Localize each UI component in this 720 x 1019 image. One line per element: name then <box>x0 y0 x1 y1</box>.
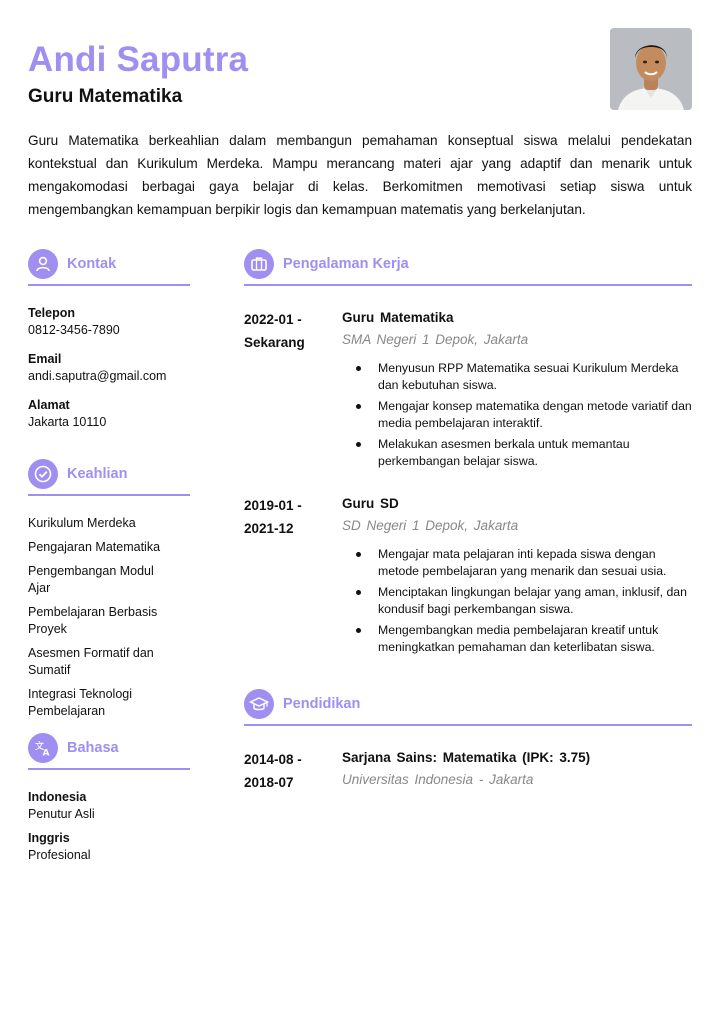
translate-icon <box>28 733 58 763</box>
section-divider <box>244 724 692 726</box>
section-experience-header <box>244 249 692 283</box>
skill-item: Pengajaran Matematika <box>28 540 161 554</box>
language-name: Inggris <box>28 831 70 845</box>
graduation-cap-icon <box>244 689 274 719</box>
language-item <box>28 830 190 864</box>
briefcase-icon <box>244 249 274 279</box>
language-level: Profesional <box>28 848 91 862</box>
experience-date: 2019-01 - 2021-12 <box>244 498 302 536</box>
contact-label: Alamat <box>28 398 70 412</box>
experience-role: Guru SD <box>342 496 399 511</box>
experience-date: 2022-01 - Sekarang <box>244 312 305 350</box>
section-experience-title: Pengalaman Kerja <box>283 256 409 272</box>
portrait-illustration <box>610 28 692 110</box>
section-skills-header <box>28 459 190 493</box>
section-divider <box>28 494 190 496</box>
experience-bullets <box>356 546 692 660</box>
contact-list <box>28 305 190 431</box>
section-divider <box>28 768 190 770</box>
section-education-title: Pendidikan <box>283 696 361 712</box>
professional-summary: Guru Matematika berkeahlian dalam membangun pemahaman konseptual siswa melalui pendekatan kontekstual dan Kurikulum Merdeka. Mampu merancang materi ajar yang adaptif dan menarik untuk mengakomodasi berbagai gaya belajar di kelas. Berkomitmen memotivasi setiap siswa untuk mengembangkan kemampuan berpikir logis dan kemampuan matematis yang berkelanjutan. <box>28 133 692 217</box>
language-name: Indonesia <box>28 790 87 804</box>
language-item <box>28 789 190 823</box>
bullet-item: Mengajar konsep matematika dengan metode variatif dan media pembelajaran interaktif. <box>356 398 692 432</box>
svg-text:文: 文 <box>35 742 45 752</box>
section-contact-header <box>28 249 190 283</box>
contact-value: andi.saputra@gmail.com <box>28 369 167 383</box>
language-level: Penutur Asli <box>28 807 95 821</box>
profile-photo <box>610 28 692 110</box>
education-school: Universitas Indonesia - Jakarta <box>342 772 534 787</box>
bullet-item: Mengembangkan media pembelajaran kreatif untuk meningkatkan pemahaman dan keterlibatan siswa. <box>356 622 692 656</box>
bullet-item: Melakukan asesmen berkala untuk memantau perkembangan belajar siswa. <box>356 436 692 470</box>
person-icon <box>28 249 58 279</box>
contact-value: Jakarta 10110 <box>28 415 107 429</box>
experience-organization: SD Negeri 1 Depok, Jakarta <box>342 518 519 533</box>
section-skills-title: Keahlian <box>67 466 128 482</box>
skill-item: Kurikulum Merdeka <box>28 516 136 530</box>
bullet-item: Menciptakan lingkungan belajar yang aman, inklusif, dan kondusif bagi perkembangan siswa. <box>356 584 692 618</box>
contact-address <box>28 397 190 431</box>
contact-value: 0812-3456-7890 <box>28 323 120 337</box>
check-circle-icon <box>28 459 58 489</box>
education-degree: Sarjana Sains: Matematika (IPK: 3.75) <box>342 750 591 765</box>
section-divider <box>28 284 190 286</box>
section-languages-title: Bahasa <box>67 740 119 756</box>
contact-email <box>28 351 190 385</box>
contact-phone <box>28 305 190 339</box>
skills-list <box>28 515 178 720</box>
bullet-item: Menyusun RPP Matematika sesuai Kurikulum Merdeka dan kebutuhan siswa. <box>356 360 692 394</box>
section-divider <box>244 284 692 286</box>
experience-bullets <box>356 360 692 474</box>
languages-list <box>28 789 190 864</box>
experience-organization: SMA Negeri 1 Depok, Jakarta <box>342 332 529 347</box>
contact-label: Email <box>28 352 62 366</box>
section-languages-header <box>28 733 190 767</box>
experience-entry <box>244 308 692 483</box>
section-contact-title: Kontak <box>67 256 117 272</box>
skill-item: Integrasi Teknologi Pembelajaran <box>28 687 133 718</box>
contact-label: Telepon <box>28 306 75 320</box>
education-entry <box>244 748 692 798</box>
candidate-name: Andi Saputra <box>28 40 249 79</box>
skill-item: Pengembangan Modul Ajar <box>28 564 154 595</box>
education-date: 2014-08 - 2018-07 <box>244 752 302 790</box>
skill-item: Asesmen Formatif dan Sumatif <box>28 646 154 677</box>
experience-entry <box>244 494 692 669</box>
svg-text:A: A <box>42 748 50 758</box>
bullet-item: Mengajar mata pelajaran inti kepada siswa dengan metode pembelajaran yang menarik dan sesuai usia. <box>356 546 692 580</box>
job-title: Guru Matematika <box>28 86 183 107</box>
experience-role: Guru Matematika <box>342 310 454 325</box>
section-education-header <box>244 689 692 723</box>
skill-item: Pembelajaran Berbasis Proyek <box>28 605 158 636</box>
